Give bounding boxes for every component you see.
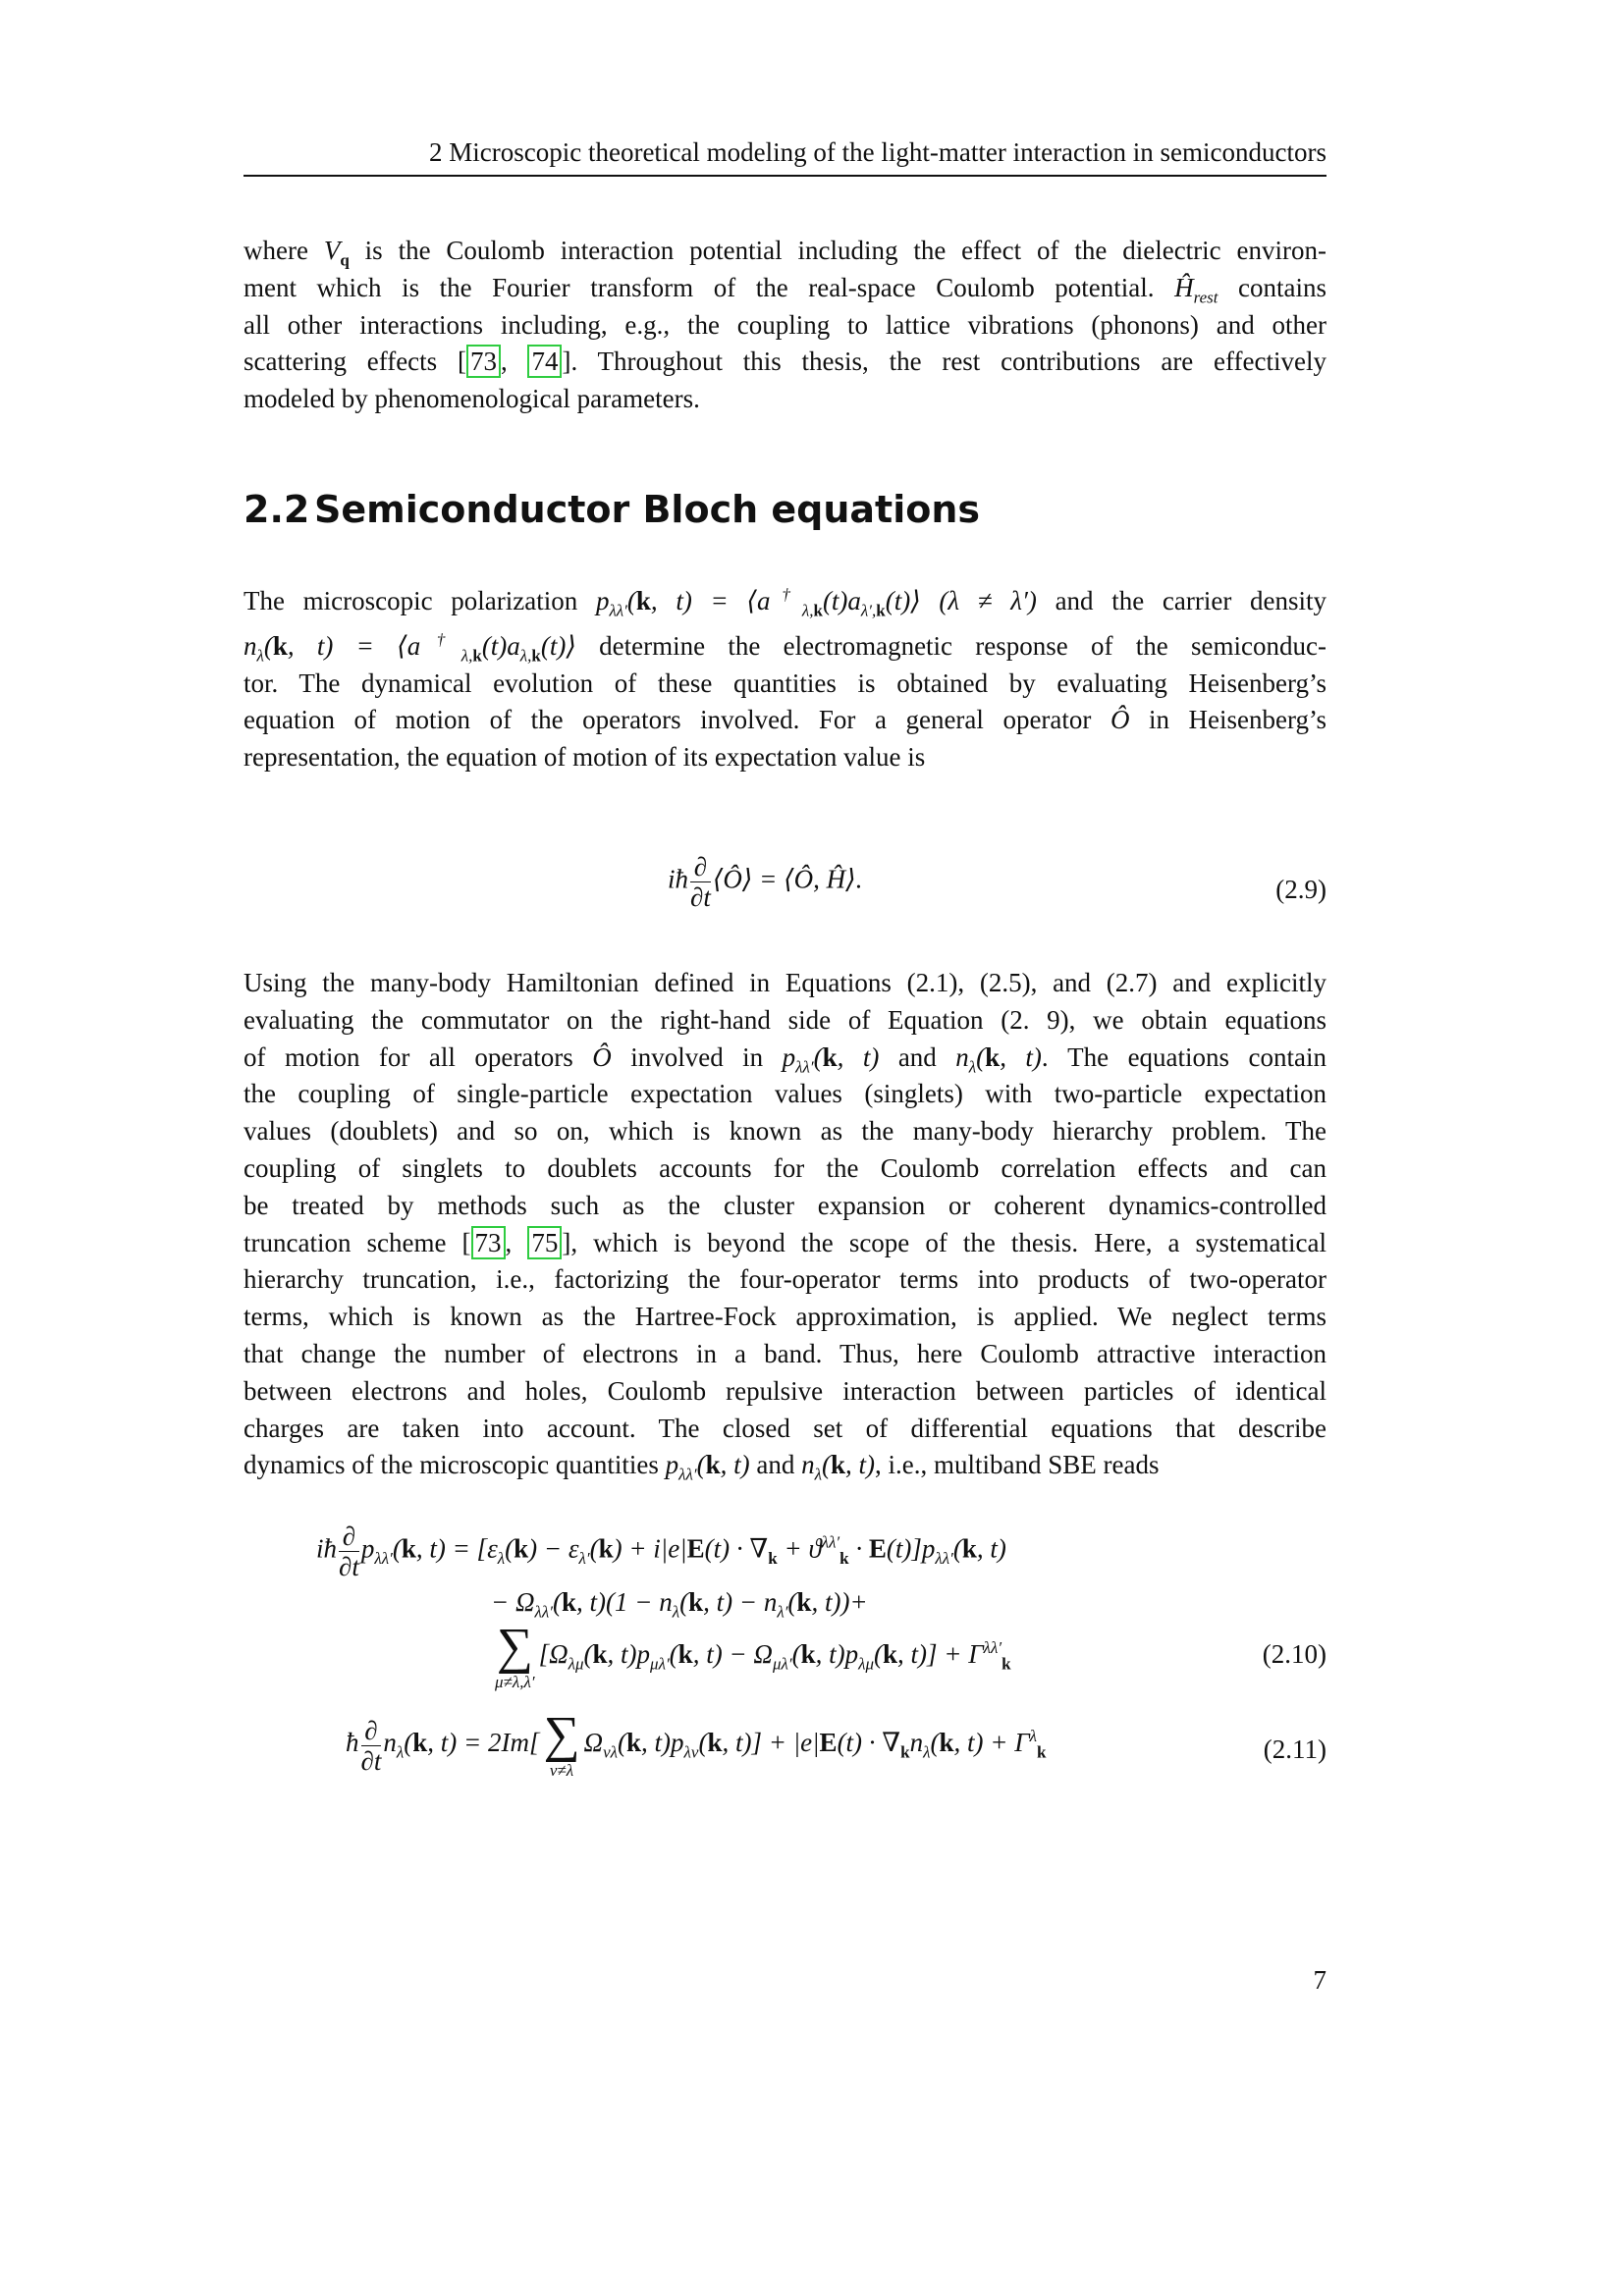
equation-2-10-line-2: − $\Omega_{\lambda\lambda'}(k$, $t)(1 - n_\lambda(k$, $t) - n_{\lambda'}(k$, t))+ bbox=[491, 1587, 868, 1622]
text-line: representation, the equation of motion of its expectation value is bbox=[244, 742, 926, 773]
math-hrest: $Ĥ_{rest}$ bbox=[1174, 272, 1218, 307]
paragraph-hierarchy bbox=[244, 965, 1326, 1484]
math-vq: $V_q$ bbox=[323, 236, 350, 270]
text-line: charges are taken into account. The closed set of differential equations that describe bbox=[244, 1413, 1326, 1443]
math-density-def: $n_\lambda(k$, $t) = ⟨a^\dagger_{\lambda,k}(t)a_{\lambda,k}(t)⟩$ bbox=[244, 629, 576, 666]
header-rule bbox=[244, 175, 1326, 177]
equation-2-9: iħ $\frac{\partial}{\partial t}$ ⟨Ô⟩ = ⟨Ô, Ĥ⟩. bbox=[668, 852, 863, 912]
text-line: tor. The dynamical evolution of these quantities is obtained by evaluating Heisenberg’s bbox=[244, 667, 1326, 698]
citation-link[interactable]: 73 bbox=[471, 1226, 506, 1259]
text-line: coupling of singlets to doublets accounts for the Coulomb correlation effects and can bbox=[244, 1152, 1326, 1183]
citation-link[interactable]: 75 bbox=[527, 1226, 562, 1259]
page-number: 7 bbox=[1313, 1965, 1326, 1995]
text-line: Using the many-body Hamiltonian defined in Equations (2.1), (2.5), and (2.7) and explicitly bbox=[244, 968, 1326, 997]
text-line: dynamics of the microscopic quantities $p_{\lambda\lambda'}(k$, t) and $n_\lambda(k$, t), i.e., multiband SBE reads bbox=[244, 1450, 1160, 1484]
text-line: scattering effects [ 73 , 74 ]. Throughout this thesis, the rest contributions are effectively bbox=[244, 347, 1326, 377]
text-line: that change the number of electrons in a band. Thus, here Coulomb attractive interaction bbox=[244, 1338, 1326, 1368]
running-head: 2 Microscopic theoretical modeling of the light-matter interaction in semiconductors bbox=[429, 137, 1326, 167]
text-line: equation of motion of the operators involved. For a general operator Ô in Heisenberg’s bbox=[244, 705, 1326, 735]
equation-number: (2.11) bbox=[1263, 1735, 1326, 1764]
equation-number: (2.10) bbox=[1262, 1639, 1326, 1669]
section-title: Semiconductor Bloch equations bbox=[314, 488, 981, 531]
text-line: of motion for all operators Ô involved in $p_{\lambda\lambda'}(k$, t) and $n_\lambda(k$, t). The equations contain bbox=[244, 1041, 1326, 1076]
section-number: 2.2 bbox=[244, 488, 310, 531]
text-line: truncation scheme [ 73 , 75 ], which is beyond the scope of the thesis. Here, a systematical bbox=[244, 1227, 1326, 1257]
text-line: The microscopic polarization $p_{\lambda\lambda'}(k$, $t) = ⟨a^\dagger_{\lambda,k}(t)a_{\lambda',k}(t)⟩$ (λ ≠ λ′) and the carrier density bbox=[244, 585, 1327, 620]
text-line: all other interactions including, e.g., the coupling to lattice vibrations (phonons) and other bbox=[244, 309, 1326, 340]
equation-2-10-line-1: iħ $\frac{\partial}{\partial t}$ $p_{\lambda\lambda'}(k$, $t) = [\varepsilon_\lambda(k) - \varepsilon_{\lambda'}(k) + i|e|E(t) \cdot \nabla_k + ϑ^{\lambda\lambda'}_k \cdot E(t)]p_{\lambda\lambda'}(k$, t) bbox=[316, 1522, 1006, 1581]
text-line: be treated by methods such as the cluster expansion or coherent dynamics-controlled bbox=[244, 1190, 1326, 1220]
text-line: hierarchy truncation, i.e., factorizing the four-operator terms into products of two-operator bbox=[244, 1264, 1326, 1295]
text-line: modeled by phenomenological parameters. bbox=[244, 384, 700, 414]
text-line: $n_\lambda(k$, $t) = ⟨a^\dagger_{\lambda,k}(t)a_{\lambda,k}(t)⟩$ determine the electromagnetic response of the semiconduc- bbox=[244, 629, 1326, 666]
citation-link[interactable]: 73 bbox=[466, 345, 501, 378]
math-polarization-def: $p_{\lambda\lambda'}(k$, $t) = ⟨a^\dagger_{\lambda,k}(t)a_{\lambda',k}(t)⟩$ (λ ≠ λ′) bbox=[595, 585, 1037, 620]
equation-2-11: ħ $\frac{\partial}{\partial t}$ $n_\lambda(k$, t) = 2Im[ ∑ ν≠λ $\Omega_{\nu\lambda}(k$, $t)p_{\lambda\nu}(k$, $t)] + |e|E(t) \cdot \nabla_kn_\lambda(k$, $t) + \Gamma^\lambda_k$ bbox=[346, 1707, 1047, 1780]
section-heading bbox=[244, 483, 980, 536]
text-line: ment which is the Fourier transform of the real-space Coulomb potential. $Ĥ_{rest}$ contains bbox=[244, 272, 1326, 307]
text-line: terms, which is known as the Hartree-Fock approximation, is applied. We neglect terms bbox=[244, 1302, 1326, 1332]
text-line: the coupling of single-particle expectation values (singlets) with two-particle expectation bbox=[244, 1079, 1326, 1109]
paragraph-polarization bbox=[244, 583, 1326, 776]
math-operator: Ô bbox=[1110, 705, 1130, 735]
text-line: between electrons and holes, Coulomb repulsive interaction between particles of identical bbox=[244, 1375, 1326, 1406]
equation-2-10-line-3: ∑ μ≠λ,λ′ [$\Omega_{\lambda\mu}(k$, $t)p_{\mu\lambda'}(k$, $t) - \Omega_{\mu\lambda'}(k$, $t)p_{\lambda\mu}(k$, $t)] + \Gamma^{\lambda\lambda'}_k$ bbox=[495, 1619, 1011, 1691]
equation-number: (2.9) bbox=[1275, 875, 1326, 904]
citation-link[interactable]: 74 bbox=[527, 345, 562, 378]
text-line: evaluating the commutator on the right-hand side of Equation (2. 9), we obtain equations bbox=[244, 1004, 1326, 1035]
paragraph-coulomb bbox=[244, 233, 1326, 418]
text-line: where $V_q$ is the Coulomb interaction potential including the effect of the dielectric environ- bbox=[244, 236, 1326, 270]
text-line: values (doublets) and so on, which is known as the many-body hierarchy problem. The bbox=[244, 1116, 1326, 1147]
